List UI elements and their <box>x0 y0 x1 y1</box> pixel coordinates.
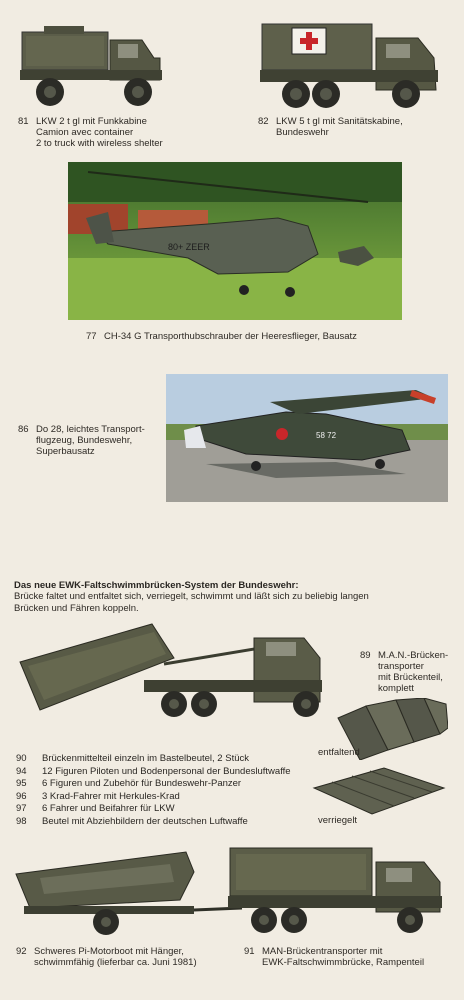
caption-line: LKW 2 t gl mit Funkkabine <box>36 116 147 127</box>
item-number: 81 <box>18 116 29 127</box>
section-heading: Das neue EWK-Faltschwimmbrücken-System der Bundeswehr: <box>14 580 299 591</box>
list-item <box>16 816 316 829</box>
caption-line: M.A.N.-Brücken- <box>378 650 449 661</box>
truck-82-image <box>256 18 446 114</box>
caption-line: transporter <box>378 661 424 672</box>
caption-line: mit Brückenteil, <box>378 672 443 683</box>
helicopter-code: 80+ ZEER <box>168 242 210 252</box>
label-locked: verriegelt <box>318 815 358 826</box>
list-item <box>16 791 316 804</box>
description-line: Brücken und Fähren koppeln. <box>14 602 139 614</box>
item-number: 97 <box>16 803 27 815</box>
caption-line: komplett <box>378 683 414 694</box>
item-number: 96 <box>16 790 27 802</box>
truck-89-image <box>14 618 354 728</box>
item-number: 98 <box>16 815 27 827</box>
aircraft-code: 58 72 <box>316 431 337 440</box>
item-number: 92 <box>16 946 27 957</box>
accessories-list <box>16 753 316 829</box>
item-text: Beutel mit Abziehbildern der deutschen Luftwaffe <box>42 815 248 827</box>
caption-91 <box>244 946 458 968</box>
item-number: 89 <box>360 650 371 661</box>
caption-line: MAN-Brückentransporter mit <box>262 946 383 957</box>
item-number: 82 <box>258 116 269 127</box>
item-text: 6 Fahrer und Beifahrer für LKW <box>42 803 175 815</box>
section-description <box>14 591 454 614</box>
caption-line: LKW 5 t gl mit Sanitätskabine, <box>276 116 403 127</box>
caption-line: Do 28, leichtes Transport- <box>36 424 145 435</box>
caption-82 <box>258 116 458 138</box>
boat-and-truck-image <box>10 842 456 940</box>
list-item <box>16 766 316 779</box>
item-number: 90 <box>16 753 27 764</box>
item-text: 3 Krad-Fahrer mit Herkules-Krad <box>42 790 180 802</box>
caption-89 <box>360 650 460 694</box>
caption-line: 2 to truck with wireless shelter <box>36 138 163 149</box>
item-number: 95 <box>16 778 27 790</box>
label-unfolding: entfaltend <box>318 747 360 758</box>
aircraft-photo <box>166 374 448 502</box>
item-number: 91 <box>244 946 255 957</box>
item-number: 86 <box>18 424 29 435</box>
item-text: Brückenmittelteil einzeln im Bastelbeutel, 2 Stück <box>42 753 249 764</box>
caption-92 <box>16 946 236 968</box>
caption-line: flugzeug, Bundeswehr, <box>36 435 133 446</box>
bridge-section-header <box>14 580 454 614</box>
item-number: 94 <box>16 765 27 777</box>
caption-77 <box>86 331 426 342</box>
list-item <box>16 803 316 816</box>
item-text: 12 Figuren Piloten und Bodenpersonal der Bundesluftwaffe <box>42 765 291 777</box>
item-text: 6 Figuren und Zubehör für Bundeswehr-Panzer <box>42 778 242 790</box>
list-item <box>16 753 316 766</box>
caption-86 <box>18 424 158 457</box>
caption-line: Schweres Pi-Motorboot mit Hänger, <box>34 946 184 957</box>
caption-line: schwimmfähig (lieferbar ca. Juni 1981) <box>34 957 197 968</box>
caption-line: Superbausatz <box>36 446 95 457</box>
bridge-locked-image <box>312 766 446 816</box>
helicopter-photo <box>68 162 402 320</box>
caption-81 <box>18 116 208 149</box>
item-number: 77 <box>86 331 97 342</box>
description-line: Brücke faltet und entfaltet sich, verriegelt, schwimmt und läßt sich zu beliebig langen <box>14 591 369 602</box>
caption-line: EWK-Faltschwimmbrücke, Rampenteil <box>262 957 425 968</box>
caption-line: CH-34 G Transporthubschrauber der Heeresflieger, Bausatz <box>104 331 357 342</box>
caption-line: Camion avec container <box>36 127 134 138</box>
caption-line: Bundeswehr <box>276 127 329 138</box>
truck-81-image <box>14 14 174 114</box>
list-item <box>16 778 316 791</box>
